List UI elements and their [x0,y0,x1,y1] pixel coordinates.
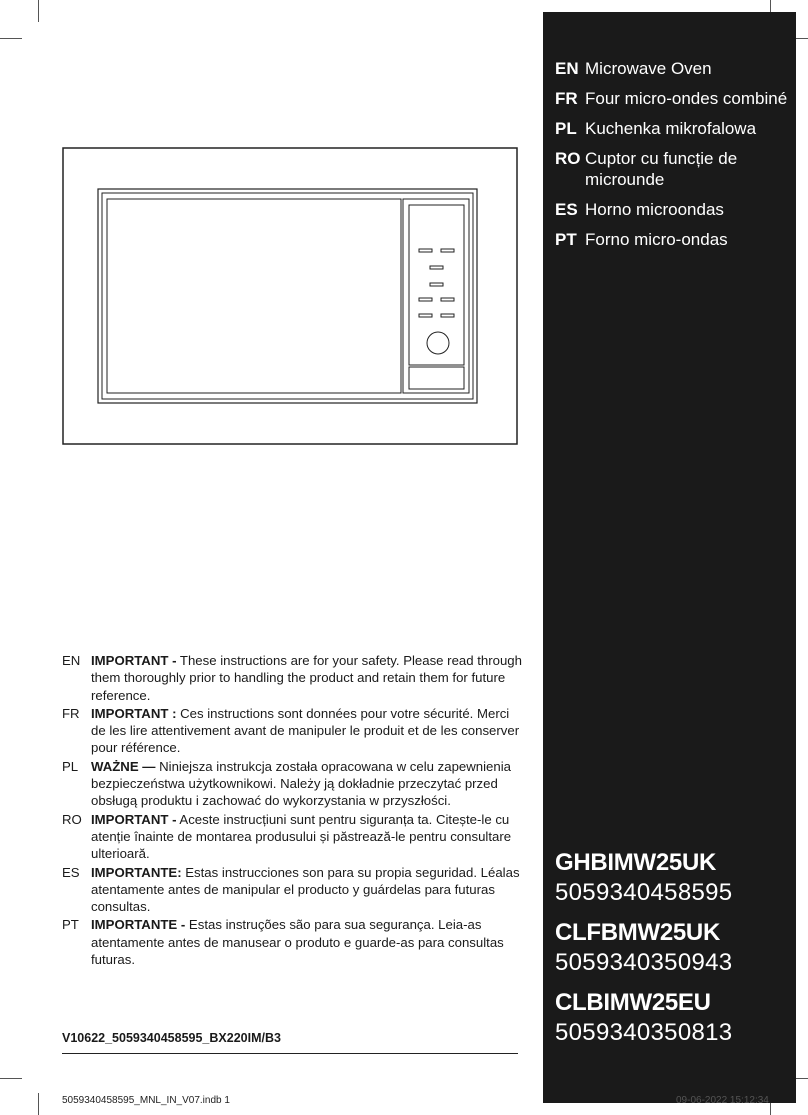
safety-instructions [62,652,522,969]
instruction-es: ES IMPORTANTE: Estas instrucciones son para su propia seguridad. Léalas atentamente antes de manipular el producto y guárdelas para futuras consultas. [62,864,520,915]
model-code: 5059340350943 [555,949,733,976]
document-reference: V10622_5059340458595_BX220IM/B3 [62,1031,518,1054]
crop-mark [38,0,39,22]
crop-mark [0,1078,22,1079]
language-item: RO Cuptor cu funcție de microunde [555,149,738,189]
instruction-fr: FR IMPORTANT : Ces instructions sont données pour votre sécurité. Merci de les lire attentivement avant de manipuler le produit et de les conserver pour référence. [62,705,520,756]
language-item: FR Four micro-ondes combiné [555,89,788,108]
model-name: CLFBMW25UK [555,919,720,946]
instruction-en: EN IMPORTANT - These instructions are for your safety. Please read through them thoroughly prior to handling the product and retain them for future reference. [62,653,522,703]
model-name: GHBIMW25UK [555,849,717,876]
footer-file-info: 5059340458595_MNL_IN_V07.indb 1 [62,1095,230,1106]
instruction-pl: PL WAŻNE — Niniejsza instrukcja została opracowana w celu zapewnienia bezpieczeństwa użytkownikowi. Należy ją dokładnie przeczytać przed obsługą produktu i zachować do wykorzystania w przyszłości. [62,758,511,809]
language-list [555,58,791,259]
crop-mark [0,38,22,39]
footer-date: 09-06-2022 15:12:34 [676,1095,769,1106]
crop-mark [38,1093,39,1115]
model-code: 5059340350813 [555,1019,733,1046]
microwave-illustration [62,147,518,445]
model-list [555,848,791,1058]
side-panel [543,12,796,1103]
instruction-pt: PT IMPORTANTE - Estas instruções são para sua segurança. Leia-as atentamente antes de manusear o produto e guarde-as para consultas futuras. [62,917,504,968]
model-code: 5059340458595 [555,879,733,906]
language-item: ES Horno microondas [555,200,724,219]
instruction-ro: RO IMPORTANT - Aceste instrucțiuni sunt pentru siguranța ta. Citește-le cu atenție înainte de montarea produsului și păstrează-le pentru consultare ulterioară. [62,811,512,862]
language-item: PT Forno micro-ondas [555,230,728,249]
model-name: CLBIMW25EU [555,989,711,1016]
language-item: PL Kuchenka mikrofalowa [555,119,757,138]
language-item: EN Microwave Oven [555,59,712,78]
